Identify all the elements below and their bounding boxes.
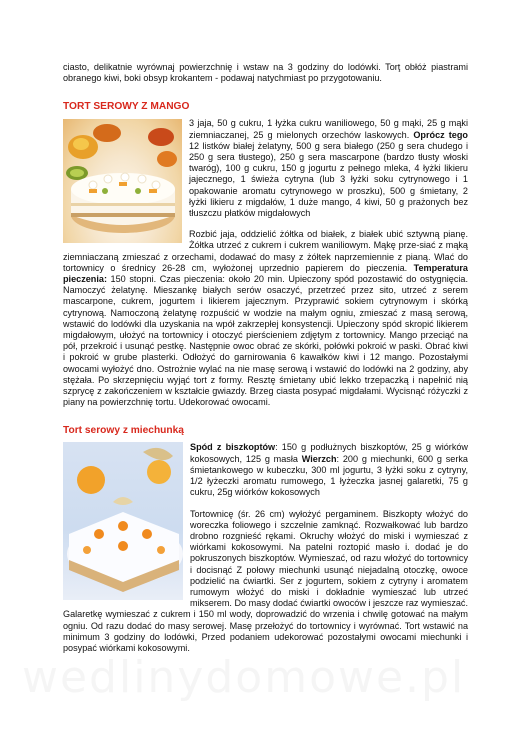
physalis-cake-photo [63, 442, 183, 600]
section-title-mango: TORT SEROWY Z MANGO [63, 101, 190, 113]
mango-cake-photo [63, 119, 182, 243]
intro-paragraph: ciasto, delikatnie wyrównaj powierzchnię i wstaw na 3 godziny do lodówki. Torţ obłóż piastrami obranego kiwi, boki obsyp krokantem - podawaj natychmiast po przygotowaniu. [63, 62, 468, 84]
miechunka-ingredients: Spód z biszkoptów: 150 g podłużnych biszkoptów, 25 g wiórków kokosowych, 125 g masła Wierzch: 200 g miechunki, 600 g serka śmietankowego w kubeczku, 300 ml jogurtu, 3 łyżki soku z cytryny, 1/2 łyżeczki aromatu rumowego, 1 łyżeczka jasnej galaretki, 75 g cukru, 25g wiórków kokosowych [190, 442, 468, 498]
mango-ingredients: 3 jaja, 50 g cukru, 1 łyżka cukru waniliowego, 50 g mąki, 25 g mąki ziemniaczanej, 25 g mielonych orzechów laskowych. Oprócz tego 12 listków białej żelatyny, 500 g sera białego (250 g sera chudego i 250 g sera tłustego), 250 g sera mascarpone (bardzo tłusty włoski twaróg), 100 g cukru, 150 g jogurtu z pełnego mleka, 4 łyżki likieru jajecznego, 1 świeża cytryna (lub 3 łyżki soku cytrynowego i 1 opakowanie aromatu cytrynowego w proszku), 500 g śmietany, 2 łyżki likieru z migdałów, 1 duże mango, 4 kiwi, 50 g prażonych bez tłuszczu płatków migdałowych [189, 118, 468, 219]
watermark: wedlinydomowe.pl [22, 652, 466, 703]
section-title-miechunka: Tort serowy z miechunką [63, 425, 184, 437]
miechunka-method: Tortownicę (śr. 26 cm) wyłożyć pergaminem. Biszkopty włożyć do woreczka foliowego i szczelnie zamknąć. Rozwałkować lub bardzo drobno rozgnieść rękami. Okruchy włożyć do miski i wymieszać z wiórkami kokosowymi. Na patelni roztopić masło i. dodać je do pokruszonych biszkoptów. Wymieszać, od razu włożyć do tortownicy i docisnąć Z połowy miechunki usunąć niejadalną otoczkę, owoce podzielić na ćwiartki. Ser z jogurtem, sokiem z cytryny i aromatem rumowym włożyć do miski i dokładnie wymieszać lub utrzeć mikserem. Do masy dodać ćwiartki owoców i jeszcze raz wymieszać. Galaretkę wymieszać z cukrem i 150 ml wody, doprowadzić do wrzenia i chwilę gotować na małym ogniu. Od razu dodać do masy serowej. Masę przełożyć do tortownicy i wyrównać. Tort wstawić na minimum 3 godziny do lodówki, Przed podaniem udekorować pozostałymi owocami miechunki i posypać wiórkami kokosowymi. [63, 508, 468, 653]
document-page [63, 62, 468, 654]
mango-cake-illustration [63, 119, 182, 243]
mango-method: Rozbić jaja, oddzielić żółtka od białek, z białek ubić sztywną pianę. Żółtka utrzeć z cukrem i cukrem waniliowym. Mąkę prze-siać z mąką ziemniaczaną zmieszać z orzechami, dodawać do masy z żółtek naprzemiennie z pianą. Wlać do tortownicy o średnicy 26-28 cm, wyłożonej uprzednio papierem do pieczenia. Temperatura pieczenia: 150 stopni. Czas pieczenia: około 20 min. Upieczony spód pozostawić do ostygnięcia. Namoczyć żelatynę. Mieszankę białych serów osaczyć, przetrzeć przez sito, utrzeć z serem mascarpone, cukrem, jogurtem i likierem jajecznym. Przyprawić sokiem cytrynowym i skórką cytrynową. Namoczoną żelatynę rozpuścić w wodzie na małym ogniu, zmieszać z masą serową, wstawić do lodówki dla uzyskania na wpół zakrzepłej konsystencji. Upieczony spód skropić likierem migdałowym, ułożyć na tortownicy i otoczyć pierścieniem zdjętym z tortownicy. Mango przeciąć na pół, przekroić i usunąć pestkę. Następnie owoc obrać ze skórki, połówki pokroić w paski. Obrać kiwi i pokroić w grube plasterki. Odłożyć do garnirowania 6 kawałków kiwi i 12 mango. Pozostałymi owocami wyłożyć dno. Ostrożnie wylać na nie masę serową i wstawić do lodówki na 2 godziny, aby stężała. Po skrzepnięciu wyjąć tort z formy. Resztę śmietany ubić lekko trzepaczką i napełnić nią szprycę z zakończeniem w kształcie gwiazdy. Brzeg ciasta posypać migdałami. Wycisnąć różyczki z piany na powierzchnię tortu. Udekorować owocami. [63, 229, 468, 408]
physalis-cake-illustration [63, 442, 183, 600]
